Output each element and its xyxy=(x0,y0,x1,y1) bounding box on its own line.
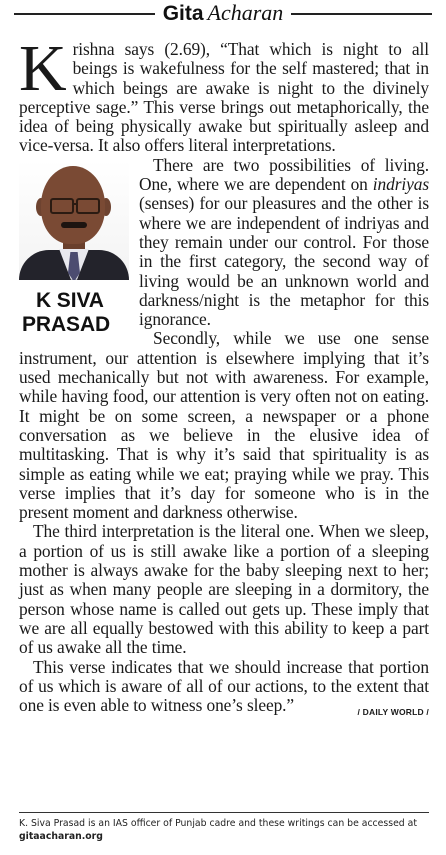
author-photo xyxy=(19,160,129,280)
paragraph-1-text: rishna says (2.69), “That which is night to all beings is wakefulness for the self mastered; that in which beings are awake is night to the divinely perceptive sage.” This verse brings out metaphorically, the idea of being physically awake but spiritually asleep and vice-versa. It also offers literal interpretations. xyxy=(19,39,429,156)
author-name-line-1: K SIVA xyxy=(36,288,104,312)
paragraph-2-text-a: There are two possibilities of living. One, where we are dependent on xyxy=(139,154,429,195)
paragraph-3: Secondly, while we use one sense instrument, our attention is elsewhere implying that it’s used mechanically but not with awareness. For example, while having food, our attention is very often not on eating. It might be on some screen, a newspaper or a phone conversation as we believe in the elusive idea of multitasking. That is why it’s said that spirituality is as simple as eating while we eat; praying while we pray. This verse implies that it’s day for someone who is in the present moment and darkness otherwise. xyxy=(19,328,429,523)
author-name xyxy=(22,289,129,337)
paragraph-2-italic: indriyas xyxy=(372,174,429,195)
paragraph-2-text-b: (senses) for our pleasures and the other is where we are independent of indriyas and they remain under our control. For those in the first category, the second way of living would be an unknown world and darkness/night is the metaphor for this ignorance. xyxy=(139,193,429,330)
source-credit: / DAILY WORLD / xyxy=(357,707,429,718)
author-note-link[interactable]: gitaacharan.org xyxy=(19,831,103,842)
column-header xyxy=(0,0,446,29)
footer-rule xyxy=(19,812,429,813)
author-box xyxy=(19,160,129,336)
header-title-bold: Gita xyxy=(162,2,204,25)
author-note xyxy=(19,817,429,843)
article-body xyxy=(19,32,429,723)
author-name-line-2: PRASAD xyxy=(22,312,111,336)
paragraph-2 xyxy=(19,154,429,336)
paragraph-4: The third interpretation is the literal one. When we sleep, a portion of us is still awake like a portion of a sleeping mother is always awake for the baby sleeping next to her; just as when many people are sleeping in a dormitory, the person whose name is called out gets up. These imply that we are all equally bestowed with this ability to keep a part of us awake all the time. xyxy=(19,521,429,658)
drop-cap: K xyxy=(19,32,67,105)
paragraph-1 xyxy=(19,32,429,156)
header-title-italic: Acharan xyxy=(207,0,284,25)
author-note-text: K. Siva Prasad is an IAS officer of Punjab cadre and these writings can be accessed at xyxy=(19,818,417,829)
paragraph-5: This verse indicates that we should increase that portion of us which is aware of all of our actions, to the extent that one is even able to witness one’s sleep.” xyxy=(19,656,429,716)
